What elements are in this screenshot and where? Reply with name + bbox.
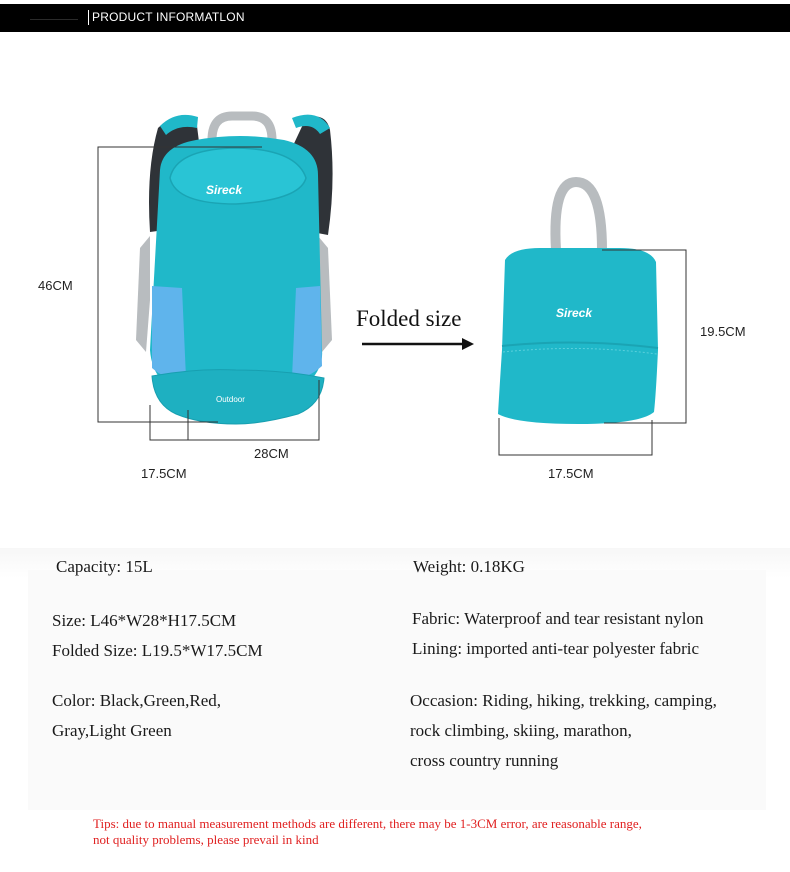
spec-occasion-line3: cross country running bbox=[410, 751, 559, 770]
width-label: 28CM bbox=[254, 446, 289, 461]
spec-fabric: Fabric: Waterproof and tear resistant nylon bbox=[412, 609, 704, 628]
header-title: PRODUCT INFORMATLON bbox=[88, 10, 245, 25]
brand-logo: Sireck bbox=[206, 183, 243, 197]
height-label: 46CM bbox=[38, 278, 73, 293]
pocket-label: Outdoor bbox=[216, 395, 245, 404]
folded-pouch-image bbox=[498, 182, 658, 424]
spec-weight: Weight: 0.18KG bbox=[413, 557, 525, 576]
spec-color-line1: Color: Black,Green,Red, bbox=[52, 691, 222, 710]
spec-color-line2: Gray,Light Green bbox=[52, 721, 172, 740]
tips-note bbox=[93, 816, 773, 848]
folded-brand-logo: Sireck bbox=[556, 306, 593, 320]
folded-height-label: 19.5CM bbox=[700, 324, 746, 339]
spec-occasion-line1: Occasion: Riding, hiking, trekking, camping, bbox=[410, 691, 717, 710]
spec-occasion-line2: rock climbing, skiing, marathon, bbox=[410, 721, 632, 740]
spec-size: Size: L46*W28*H17.5CM bbox=[52, 611, 237, 630]
spec-lining: Lining: imported anti-tear polyester fabric bbox=[412, 639, 700, 658]
spec-capacity: Capacity: 15L bbox=[56, 557, 153, 576]
tips-line1: Tips: due to manual measurement methods are different, there may be 1-3CM error, are reasonable range, bbox=[93, 816, 642, 831]
folded-size-caption: Folded size bbox=[356, 306, 462, 331]
backpack-image bbox=[136, 115, 333, 424]
tips-line2: not quality problems, please prevail in kind bbox=[93, 832, 319, 847]
arrow-icon bbox=[362, 338, 474, 350]
folded-width-label: 17.5CM bbox=[548, 466, 594, 481]
depth-label: 17.5CM bbox=[141, 466, 187, 481]
spec-folded-size: Folded Size: L19.5*W17.5CM bbox=[52, 641, 263, 660]
specs-section bbox=[0, 548, 790, 814]
